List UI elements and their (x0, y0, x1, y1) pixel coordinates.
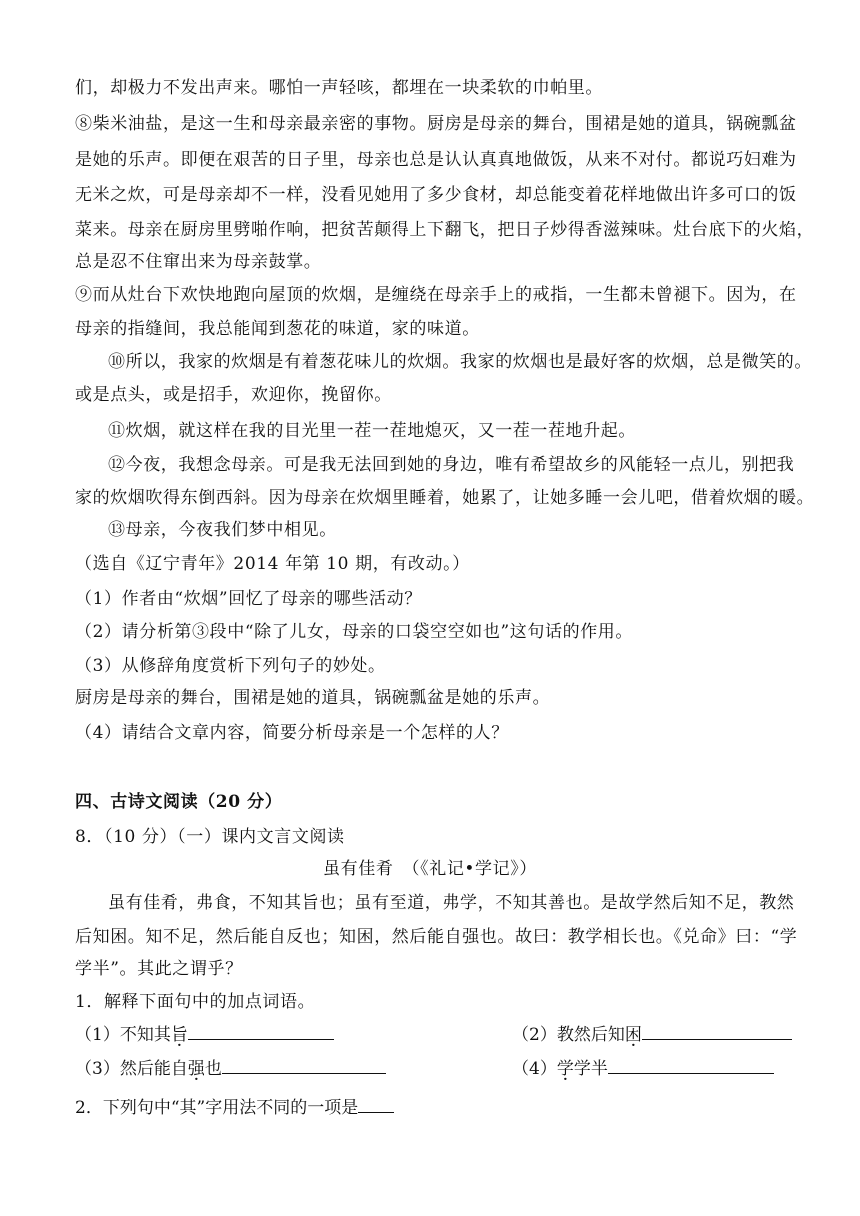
item-2-prefix: （2）教然后知 (512, 1025, 625, 1045)
para13: ⑬母亲，今夜我们梦中相见。 (108, 520, 337, 540)
question-2: （2）请分析第③段中“除了儿女，母亲的口袋空空如也”这句话的作用。 (75, 622, 633, 642)
passage-line-2: 后知困。知不足，然后能自反也；知困，然后能自强也。故曰：教学相长也。《兑命》曰：“学 (75, 927, 798, 947)
para8-line-4: 菜来。母亲在厨房里劈啪作响，把贫苦颠得上下翻飞，把日子炒得香滋辣味。灶台底下的火焰， (75, 220, 815, 240)
sub2-title: 2．下列句中“其”字用法不同的一项是 (75, 1098, 359, 1118)
sub2-title-row (75, 1097, 394, 1119)
item-3-dotted-word: 强 (187, 1059, 205, 1079)
answer-blank-3[interactable] (222, 1059, 386, 1074)
answer-blank-1[interactable] (188, 1025, 334, 1040)
sub1-item-1 (75, 1024, 334, 1046)
para7-end: 们，却极力不发出声来。哪怕一声轻咳，都埋在一块柔软的巾帕里。 (75, 78, 603, 98)
passage-title: 虽有佳肴 （《礼记•学记》） (323, 859, 537, 879)
item-1-prefix: （1）不知其 (75, 1025, 171, 1045)
question-3-sentence: 厨房是母亲的舞台，围裙是她的道具，锅碗瓢盆是她的乐声。 (75, 688, 551, 708)
sub1-item-4 (512, 1058, 774, 1080)
item-4-dotted-word: 学 (556, 1059, 574, 1079)
sub1-title: 1．解释下面句中的加点词语。 (75, 992, 316, 1012)
question-1: （1）作者由“炊烟”回忆了母亲的哪些活动？ (75, 589, 422, 609)
item-4-suffix: 学半 (573, 1059, 608, 1079)
item-2-dotted-word: 困 (624, 1025, 642, 1045)
passage-line-3: 学半”。其此之谓乎？ (75, 959, 243, 979)
para11: ⑪炊烟，就这样在我的目光里一茬一茬地熄灭，又一茬一茬地升起。 (108, 421, 636, 441)
para10-line-1: ⑩所以，我家的炊烟是有着葱花味儿的炊烟。我家的炊烟也是最好客的炊烟，总是微笑的。 (108, 352, 812, 372)
answer-blank-4[interactable] (608, 1059, 774, 1074)
para8-line-3: 无米之炊，可是母亲却不一样，没看见她用了多少食材，却总能变着花样地做出许多可口的饭 (75, 185, 797, 205)
passage-line-1: 虽有佳肴，弗食，不知其旨也；虽有至道，弗学，不知其善也。是故学然后知不足，教然 (108, 893, 795, 913)
para8-line-1: ⑧柴米油盐，是这一生和母亲最亲密的事物。厨房是母亲的舞台，围裙是她的道具，锅碗瓢盆 (75, 114, 797, 134)
item-1-dotted-word: 旨 (170, 1025, 188, 1045)
para12-line-1: ⑫今夜，我想念母亲。可是我无法回到她的身边，唯有希望故乡的风能轻一点儿，别把我 (108, 455, 795, 475)
para10-line-2: 或是点头，或是招手，欢迎你，挽留你。 (75, 385, 392, 405)
question-4: （4）请结合文章内容，简要分析母亲是一个怎样的人？ (75, 723, 509, 743)
section-heading: 四、古诗文阅读（20 分） (75, 792, 283, 812)
para12-line-2: 家的炊烟吹得东倒西斜。因为母亲在炊烟里睡着，她累了，让她多睡一会儿吧，借着炊烟的暖。 (75, 488, 815, 508)
para8-line-2: 是她的乐声。即便在艰苦的日子里，母亲也总是认认真真地做饭，从来不对付。都说巧妇难为 (75, 150, 797, 170)
source-note: （选自《辽宁青年》2014 年第 10 期，有改动。） (75, 554, 470, 574)
para9-line-1: ⑨而从灶台下欢快地跑向屋顶的炊烟，是缠绕在母亲手上的戒指，一生都未曾褪下。因为，在 (75, 285, 797, 305)
para9-line-2: 母亲的指缝间，我总能闻到葱花的味道，家的味道。 (75, 319, 480, 339)
answer-blank-5[interactable] (358, 1098, 394, 1113)
item-3-suffix: 也 (204, 1059, 222, 1079)
sub1-item-2 (512, 1024, 792, 1046)
sub1-item-3 (75, 1058, 386, 1080)
q8-header: 8．（10 分）（一）课内文言文阅读 (75, 827, 345, 847)
question-3: （3）从修辞角度赏析下列句子的妙处。 (75, 656, 386, 676)
item-3-prefix: （3）然后能自 (75, 1059, 188, 1079)
item-4-prefix: （4） (512, 1059, 557, 1079)
para8-line-5: 总是忍不住窜出来为母亲鼓掌。 (75, 252, 322, 272)
answer-blank-2[interactable] (642, 1025, 792, 1040)
